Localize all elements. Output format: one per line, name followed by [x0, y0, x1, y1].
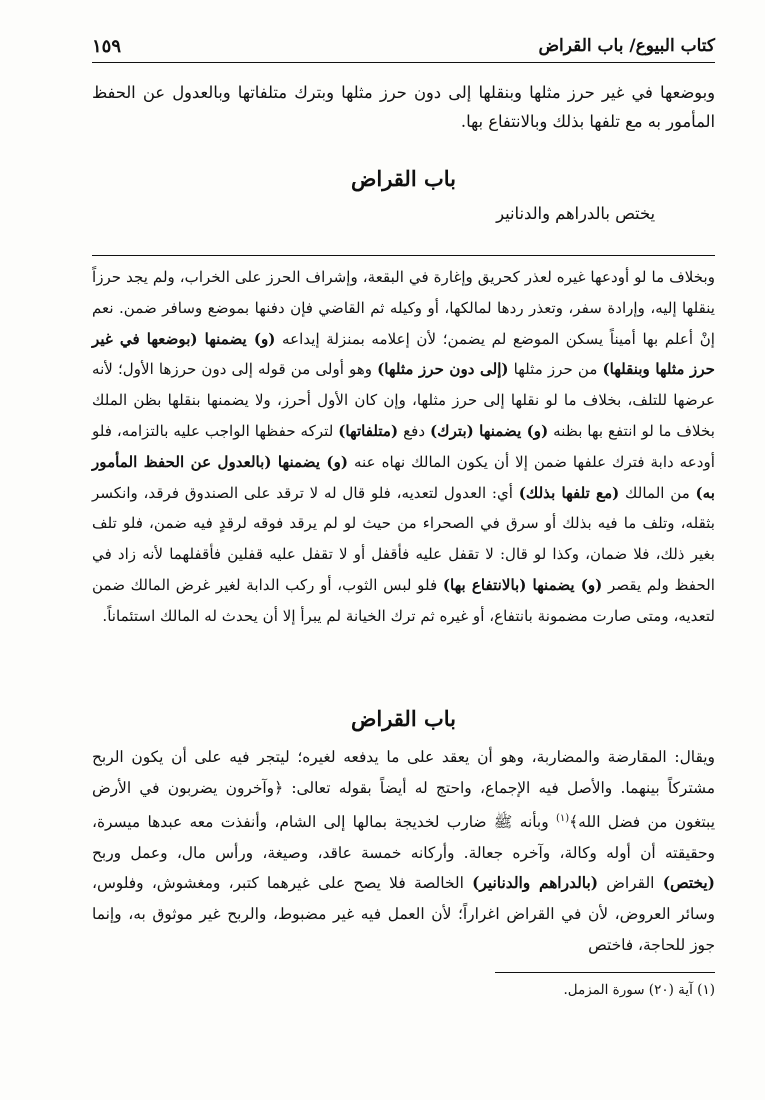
running-title: كتاب البيوع/ باب القراض	[538, 36, 715, 56]
commentary-paragraph-2: ويقال: المقارضة والمضاربة، وهو أن يعقد على ما يدفعه لغيره؛ ليتجر فيه على أن يكون الربح مشتركاً بينهما. والأصل فيه الإجماع، واحتج له أيضاً بقوله تعالى: ﴿وآخرون يضربون في الأرض يبتغون من فضل الله﴾$^{(١)}$ وبأنه ﷺ ضارب لخديجة بمالها إلى الشام، وأنفذت معه عبدها ميسرة، وحقيقته أن أوله وكالة، وآخره جعالة. وأركانه خمسة عاقد، وصيغة، ورأس مال، وعمل وربح (يختص) القراض (بالدراهم والدنانير) الخالصة فلا يصح على غيرهما كتبر، ومغشوش، وفلوس، وسائر العروض، لأن في القراض اغراراً؛ لأن العمل فيه غير مضبوط، والربح غير موثوق به، وإنما جوز للحاجة، فاختص	[92, 748, 715, 954]
section-heading-top: باب القراض	[351, 166, 456, 191]
section-heading-mid: باب القراض	[351, 706, 456, 731]
matn-text: يختص بالدراهم والدنانير	[496, 204, 655, 223]
footnote-divider	[495, 972, 715, 973]
matn-divider	[92, 255, 715, 256]
footnote-reference[interactable]: (١)	[555, 812, 570, 824]
footnote: (١) آية (٢٠) سورة المزمل.	[563, 982, 715, 998]
page-number: ١٥٩	[92, 35, 122, 57]
page-header	[92, 30, 715, 63]
commentary-paragraph-1: وبخلاف ما لو أودعها غيره لعذر كحريق وإغارة في البقعة، وإشراف الحرز على الخراب، ولم يجد حرزاً ينقلها إليه، وإرادة سفر، وتعذر ردها لمالكها، أو وكيله ثم القاضي فإن دفنها بموضع وسافر ضمن. نعم إنْ أعلم بها أميناً يسكن الموضع لم يضمن؛ لأن إعلامه بمنزلة إيداعه (و) يضمنها (بوضعها في غير حرز مثلها وبنقلها) من حرز مثلها (إلى دون حرز مثلها) وهو أولى من قوله إلى دون حرزها الأول؛ لأنه عرضها للتلف، بخلاف ما لو نقلها إلى حرز مثلها، وإن كان الأول أحرز، ولا يضمنها بنقلها بظن الملك بخلاف ما لو انتفع بها بظنه (و) يضمنها (بترك) دفع (متلفاتها) لتركه حفظها الواجب عليه بالتزامه، فلو أودعه دابة فترك علفها ضمن إلا أن يكون المالك نهاه عنه (و) يضمنها (بالعدول عن الحفظ المأمور به) من المالك (مع تلفها بذلك) أي: العدول لتعديه، فلو قال له لا ترقد على الصندوق فرقد، وانكسر بثقله، وتلف ما فيه بذلك أو سرق في الصحراء من حيث لو لم يرقد فوقه لرقدٍ فيه ضمن، فلو تلف بغير ذلك، فلا ضمان، وكذا لو قال: لا تقفل عليه فأقفل أو لا تقفل عليه قفلين فأقفلهما لأنه زاد في الحفظ ولم يقصر (و) يضمنها (بالانتفاع بها) فلو لبس الثوب، أو ركب الدابة لغير غرض المالك ضمن لتعديه، ومتى صارت مضمونة بانتفاع، أو غيره ثم ترك الخيانة لم يبرأ إلا أن يحدث له المالك استئماناً.	[92, 268, 715, 625]
intro-paragraph: وبوضعها في غير حرز مثلها وبنقلها إلى دون حرز مثلها وبترك متلفاتها وبالعدول عن الحفظ المأمور به مع تلفها بذلك وبالانتفاع بها.	[92, 83, 715, 131]
